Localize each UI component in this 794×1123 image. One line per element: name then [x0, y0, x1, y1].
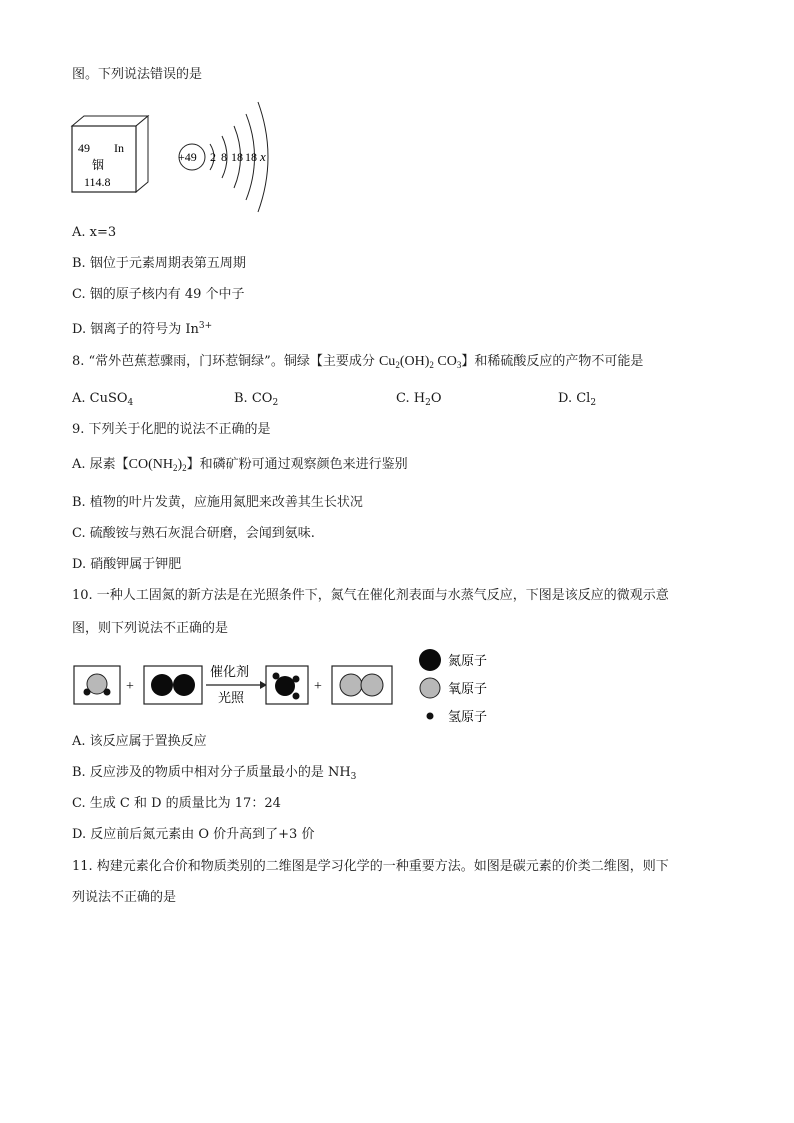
atomic-mass: 114.8	[84, 175, 111, 189]
shell-5: x	[260, 149, 266, 164]
reaction-micro-diagram	[70, 646, 500, 726]
q11-stem-line2: 列说法不正确的是	[72, 890, 177, 905]
legend-hydrogen-label: 氢原子	[448, 709, 488, 724]
legend-hydrogen-icon	[427, 713, 434, 720]
q11-stem-line1: 11. 构建元素化合价和物质类别的二维图是学习化学的一种重要方法。如图是碳元素的价类二维图，则下	[72, 859, 669, 874]
catalyst-label: 催化剂	[210, 664, 250, 679]
q7-stem-tail: 图。下列说法错误的是	[72, 67, 203, 82]
q10-stem-line1: 10. 一种人工固氮的新方法是在光照条件下，氮气在催化剂表面与水蒸气反应，下图是该反应的微观示意	[72, 588, 669, 603]
plus-sign: +	[126, 679, 134, 694]
hydrogen-atom	[104, 689, 111, 696]
shell-4: 18	[245, 150, 257, 164]
q9-stem: 9. 下列关于化肥的说法不正确的是	[72, 422, 271, 437]
hydrogen-atom	[273, 673, 280, 680]
element-name: 铟	[92, 158, 105, 172]
q8-option-b: B. $CO_2$	[234, 391, 279, 408]
hydrogen-atom	[293, 693, 300, 700]
q10-stem-line2: 图，则下列说法不正确的是	[72, 621, 229, 636]
plus-sign: +	[314, 679, 322, 694]
legend-nitrogen-label: 氮原子	[448, 653, 488, 668]
q7-option-d: D. 铟离子的符号为 $In^{3+}$	[72, 321, 213, 337]
q7-option-a: A. x=3	[72, 225, 117, 240]
q8-option-d: D. $Cl_2$	[558, 391, 597, 408]
q10-option-a: A. 该反应属于置换反应	[72, 734, 207, 749]
q9-option-a: A. 尿素【$CO(NH_2)_2$】和磷矿粉可通过观察颜色来进行鉴别	[72, 457, 408, 473]
nitrogen-atom	[275, 676, 295, 696]
q8-option-a: A. CuSO$_4$	[72, 391, 134, 408]
indium-figure	[70, 96, 280, 216]
oxygen-atom	[361, 674, 383, 696]
legend-oxygen-icon	[420, 678, 440, 698]
nucleus-charge: +49	[178, 150, 197, 164]
nitrogen-atom	[173, 674, 195, 696]
q8-stem: 8. “常外芭蕉惹骤雨，门环惹铜绿”。铜绿【主要成分 $Cu_2(OH)_2$ $CO_3$】和稀硫酸反应的产物不可能是	[72, 354, 644, 370]
light-label: 光照	[218, 690, 245, 705]
q10-option-c: C. 生成 C 和 D 的质量比为 17：24	[72, 796, 281, 811]
oxygen-atom	[340, 674, 362, 696]
shell-3: 18	[231, 150, 243, 164]
atom-structure-diagram	[178, 102, 268, 212]
legend-oxygen-label: 氧原子	[448, 681, 488, 696]
q9-option-c: C. 硫酸铵与熟石灰混合研磨，会闻到氨味.	[72, 526, 315, 541]
legend-nitrogen-icon	[419, 649, 441, 671]
q7-option-c: C. 铟的原子核内有 49 个中子	[72, 287, 245, 302]
element-card	[72, 116, 148, 192]
urea-formula: $CO(NH_2)_2$	[128, 457, 187, 473]
q8-option-c: C. $H_2O$	[396, 391, 442, 408]
shell-1: 2	[210, 150, 216, 164]
shell-2: 8	[221, 150, 227, 164]
q7-option-b: B. 铟位于元素周期表第五周期	[72, 256, 246, 271]
atomic-number: 49	[78, 141, 90, 155]
q9-option-d: D. 硝酸钾属于钾肥	[72, 557, 182, 572]
q9-option-b: B. 植物的叶片发黄，应施用氮肥来改善其生长状况	[72, 495, 363, 510]
nitrogen-atom	[151, 674, 173, 696]
element-symbol: In	[114, 141, 124, 155]
q10-option-b: B. 反应涉及的物质中相对分子质量最小的是 $NH_3$	[72, 765, 357, 782]
q10-option-d: D. 反应前后氮元素由 O 价升高到了+3 价	[72, 827, 315, 842]
hydrogen-atom	[293, 676, 300, 683]
malachite-formula: $Cu_2(OH)_2$ $CO_3$	[378, 354, 462, 370]
hydrogen-atom	[84, 689, 91, 696]
